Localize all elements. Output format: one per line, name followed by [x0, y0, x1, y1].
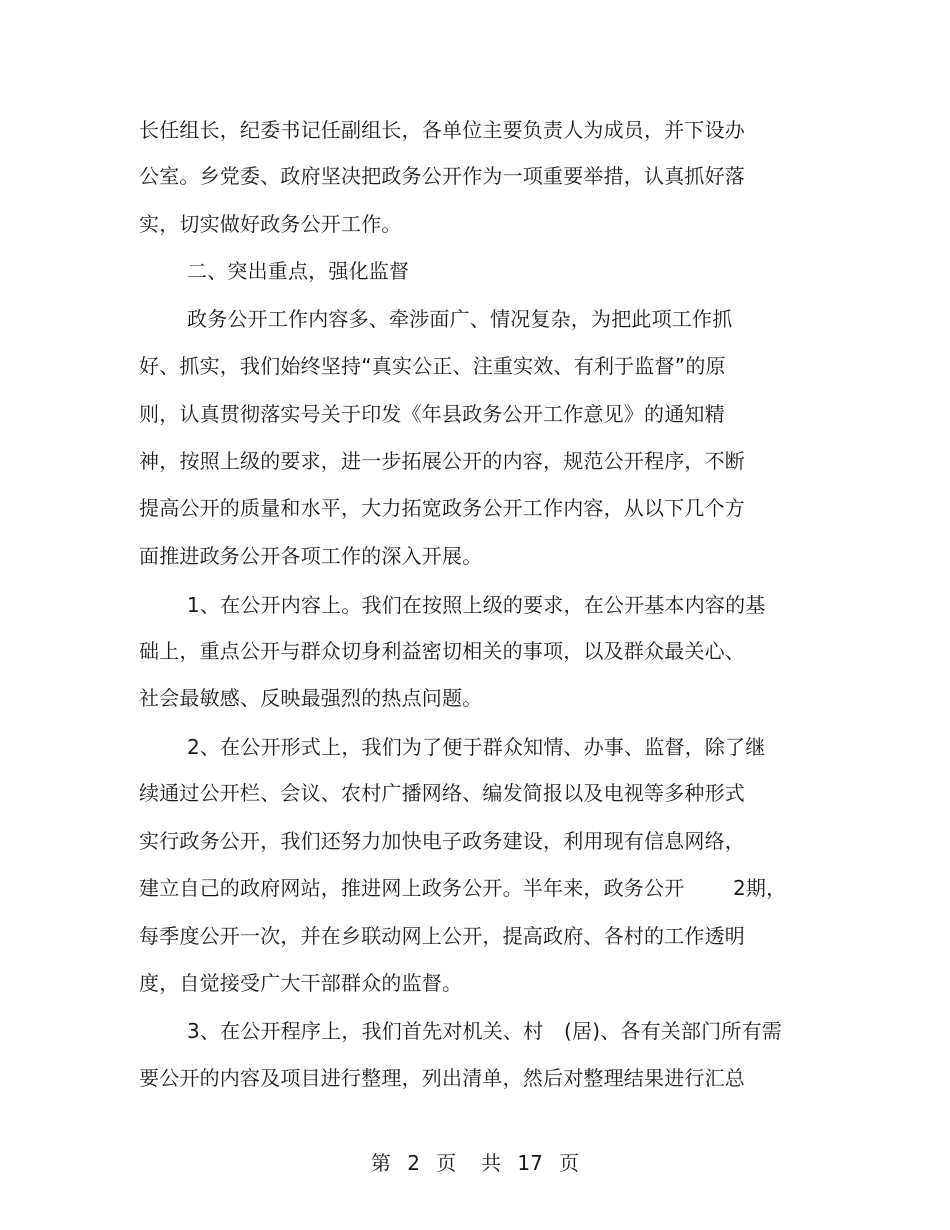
text-line: 好、抓实，我们始终坚持“真实公正、注重实效、有利于监督”的原 — [139, 354, 726, 378]
page-footer — [0, 1151, 950, 1175]
text-line: 实，切实做好政务公开工作。 — [139, 212, 402, 236]
text-line: 每季度公开一次，并在乡联动网上公开，提高政府、各村的工作透明 — [139, 924, 745, 948]
text-line: 要公开的内容及项目进行整理，列出清单，然后对整理结果进行汇总 — [139, 1066, 745, 1090]
text-line: (居)、各有关部门所有需 — [564, 1019, 783, 1043]
text-line: 3、在公开程序上，我们首先对机关、村 — [187, 1019, 544, 1043]
footer-page-word: 页 — [436, 1151, 457, 1175]
text-line: 实行政务公开，我们还努力加快电子政务建设，利用现有信息网络， — [139, 829, 745, 853]
text-line: 长任组长，纪委书记任副组长，各单位主要负责人为成员，并下设办 — [139, 118, 745, 142]
text-line: 1、在公开内容上。我们在按照上级的要求，在公开基本内容的基 — [187, 593, 766, 617]
total-page-number: 17 — [517, 1151, 543, 1175]
text-line: 提高公开的质量和水平，大力拓宽政务公开工作内容，从以下几个方 — [139, 496, 745, 520]
text-line: 政务公开工作内容多、牵涉面广、情况复杂，为把此项工作抓 — [187, 307, 733, 331]
section-heading: 二、突出重点，强化监督 — [187, 259, 410, 283]
text-line: 2、在公开形式上，我们为了便于群众知情、办事、监督，除了继 — [187, 735, 766, 759]
text-line: 神，按照上级的要求，进一步拓展公开的内容，规范公开程序，不断 — [139, 449, 745, 473]
text-line: 建立自己的政府网站，推进网上政务公开。半年来，政务公开 — [139, 876, 685, 900]
text-line: 面推进政务公开各项工作的深入开展。 — [139, 544, 483, 568]
text-line: 度，自觉接受广大干部群众的监督。 — [139, 971, 463, 995]
text-line: 续通过公开栏、会议、农村广播网络、编发简报以及电视等多种形式 — [139, 781, 745, 805]
text-line: 则，认真贯彻落实号关于印发《年县政务公开工作意见》的通知精 — [139, 402, 725, 426]
footer-total-word: 页 — [559, 1151, 580, 1175]
footer-total-prefix: 共 — [481, 1151, 501, 1175]
current-page-number: 2 — [407, 1151, 420, 1175]
footer-prefix: 第 — [370, 1151, 391, 1175]
text-line: 公室。乡党委、政府坚决把政务公开作为一项重要举措，认真抓好落 — [139, 164, 745, 188]
text-line: 础上，重点公开与群众切身利益密切相关的事项，以及群众最关心、 — [139, 639, 745, 663]
text-line: 2期， — [733, 876, 787, 900]
text-line: 社会最敏感、反映最强烈的热点问题。 — [139, 686, 483, 710]
